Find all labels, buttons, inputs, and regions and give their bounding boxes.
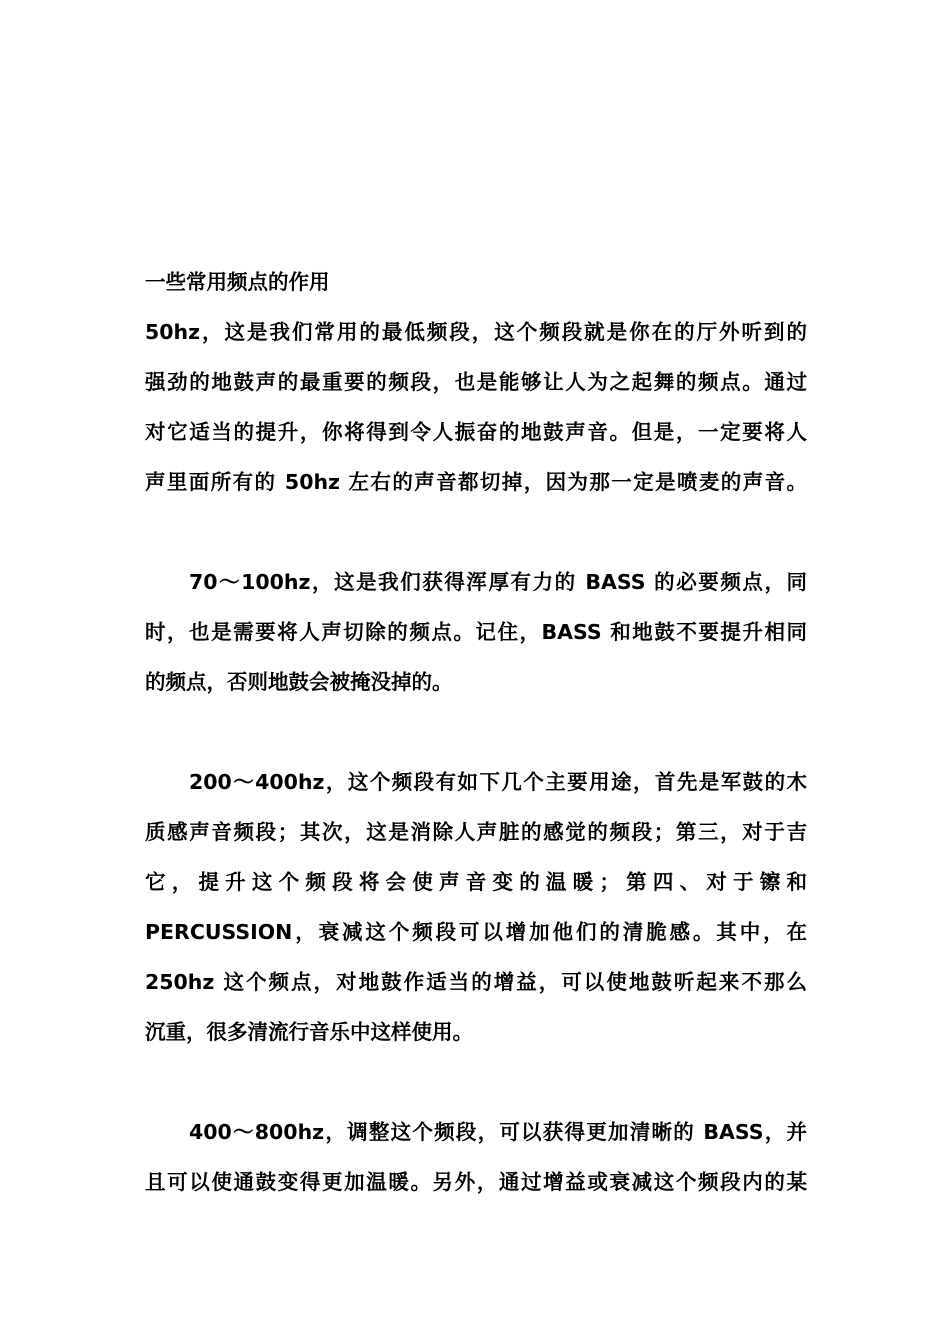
paragraph-line: 200～400hz，这个频段有如下几个主要用途，首先是军鼓的木 xyxy=(189,770,807,794)
paragraph-line: 50hz，这是我们常用的最低频段，这个频段就是你在的厅外听到的 xyxy=(145,320,807,344)
paragraph-line: 质感声音频段；其次，这是消除人声脏的感觉的频段；第三，对于吉 xyxy=(145,820,807,844)
paragraph-line: PERCUSSION，衰减这个频段可以增加他们的清脆感。其中，在 xyxy=(145,920,807,944)
paragraph-line: 的频点，否则地鼓会被掩没掉的。 xyxy=(145,670,453,694)
paragraph-line: 400～800hz，调整这个频段，可以获得更加清晰的 BASS，并 xyxy=(189,1120,807,1144)
section-heading: 一些常用频点的作用 xyxy=(145,270,330,294)
paragraph-spacer xyxy=(145,512,807,562)
paragraph-70-100hz xyxy=(145,562,807,712)
paragraph-spacer xyxy=(145,1062,807,1112)
paragraph-400-800hz xyxy=(145,1112,807,1212)
paragraph-line: 强劲的地鼓声的最重要的频段，也是能够让人为之起舞的频点。通过 xyxy=(145,370,807,394)
paragraph-spacer xyxy=(145,712,807,762)
paragraph-line: 声里面所有的 50hz 左右的声音都切掉，因为那一定是喷麦的声音。 xyxy=(145,470,807,494)
paragraph-line: 它，提升这个频段将会使声音变的温暖；第四、对于镲和 xyxy=(145,870,807,894)
paragraph-line: 对它适当的提升，你将得到令人振奋的地鼓声音。但是，一定要将人 xyxy=(145,420,807,444)
document-body xyxy=(145,262,807,1212)
paragraph-50hz xyxy=(145,312,807,512)
paragraph-line: 沉重，很多清流行音乐中这样使用。 xyxy=(145,1020,473,1044)
paragraph-line: 时，也是需要将人声切除的频点。记住，BASS 和地鼓不要提升相同 xyxy=(145,620,807,644)
paragraph-200-400hz xyxy=(145,762,807,1062)
paragraph-line: 250hz 这个频点，对地鼓作适当的增益，可以使地鼓听起来不那么 xyxy=(145,970,807,994)
paragraph-line: 70～100hz，这是我们获得浑厚有力的 BASS 的必要频点，同 xyxy=(189,570,807,594)
paragraph-line: 且可以使通鼓变得更加温暖。另外，通过增益或衰减这个频段内的某 xyxy=(145,1170,807,1194)
